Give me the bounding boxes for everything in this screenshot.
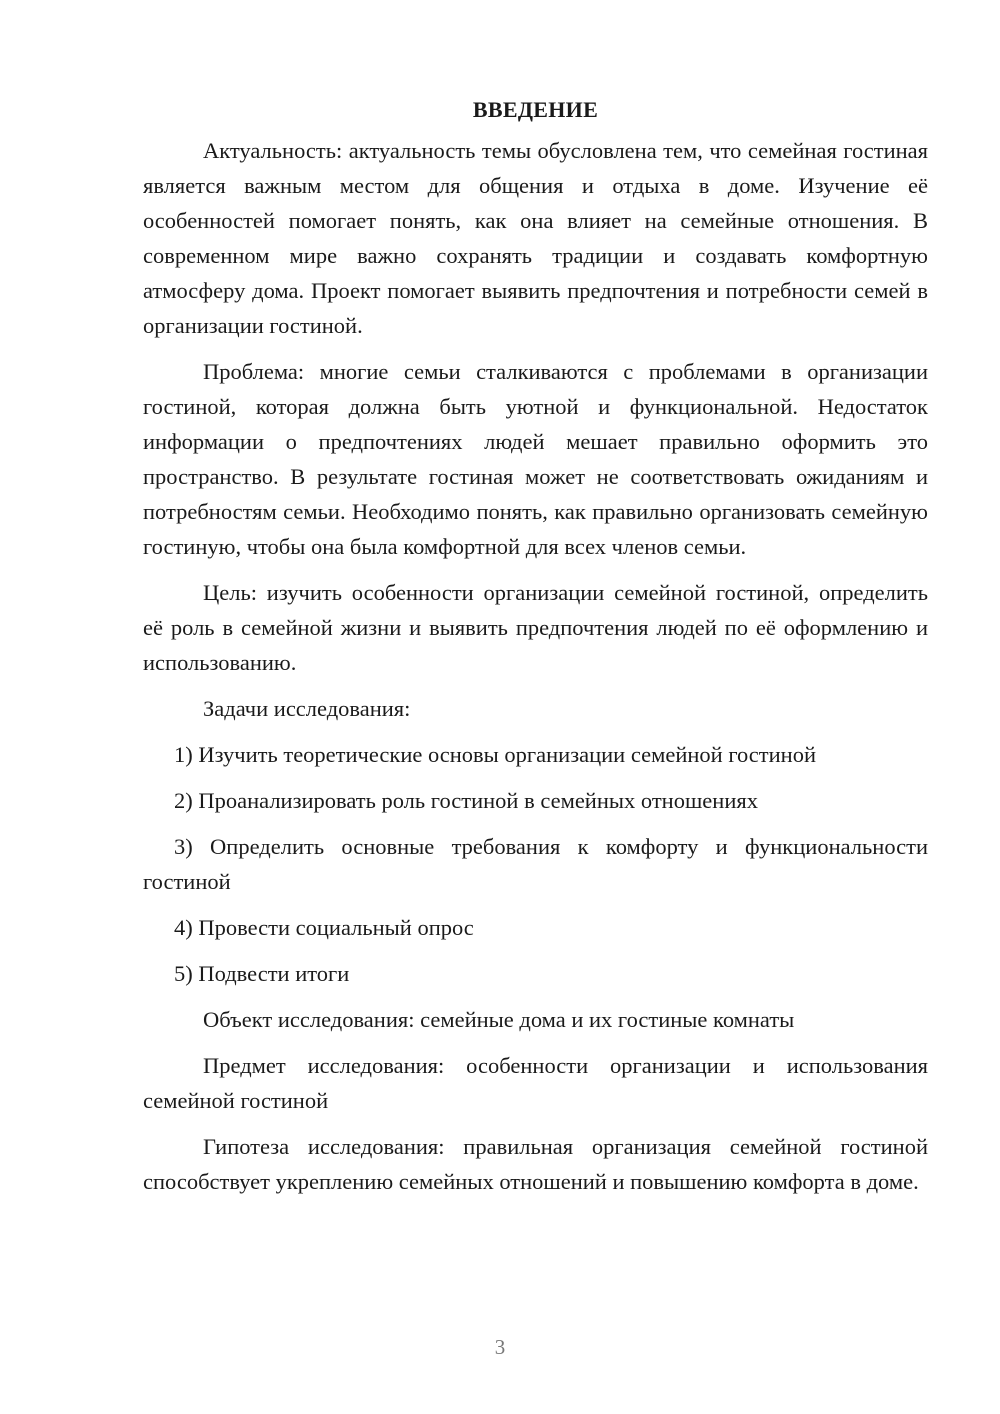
task-item-1: 1) Изучить теоретические основы организации семейной гостиной (174, 742, 816, 767)
task-item-5: 5) Подвести итоги (174, 961, 350, 986)
relevance-paragraph: Актуальность: актуальность темы обусловлена тем, что семейная гостиная является важным местом для общения и отдыха в доме. Изучение её особенностей помогает понять, как она влияет на семейные отношения. В современном мире важно сохранять традиции и создавать комфортную атмосферу дома. Проект помогает выявить предпочтения и потребности семей в организации гостиной. (143, 138, 928, 338)
task-item-3: 3) Определить основные требования к комфорту и функциональности гостиной (143, 834, 928, 894)
task-item-4: 4) Провести социальный опрос (174, 915, 474, 940)
tasks-heading: Задачи исследования: (203, 696, 411, 721)
hypothesis-paragraph: Гипотеза исследования: правильная организация семейной гостиной способствует укреплению семейных отношений и повышению комфорта в доме. (143, 1134, 928, 1194)
subject-paragraph: Предмет исследования: особенности организации и использования семейной гостиной (143, 1053, 928, 1113)
task-item-2: 2) Проанализировать роль гостиной в семейных отношениях (174, 788, 758, 813)
page-number: 3 (494, 1335, 506, 1359)
page-title: ВВЕДЕНИЕ (472, 97, 599, 122)
document-page (143, 92, 928, 1210)
goal-paragraph: Цель: изучить особенности организации семейной гостиной, определить её роль в семейной жизни и выявить предпочтения людей по её оформлению и использованию. (143, 580, 928, 675)
problem-paragraph: Проблема: многие семьи сталкиваются с проблемами в организации гостиной, которая должна быть уютной и функциональной. Недостаток информации о предпочтениях людей мешает правильно оформить это пространство. В результате гостиная может не соответствовать ожиданиям и потребностям семьи. Необходимо понять, как правильно организовать семейную гостиную, чтобы она была комфортной для всех членов семьи. (143, 359, 928, 559)
object-paragraph: Объект исследования: семейные дома и их гостиные комнаты (203, 1007, 795, 1032)
